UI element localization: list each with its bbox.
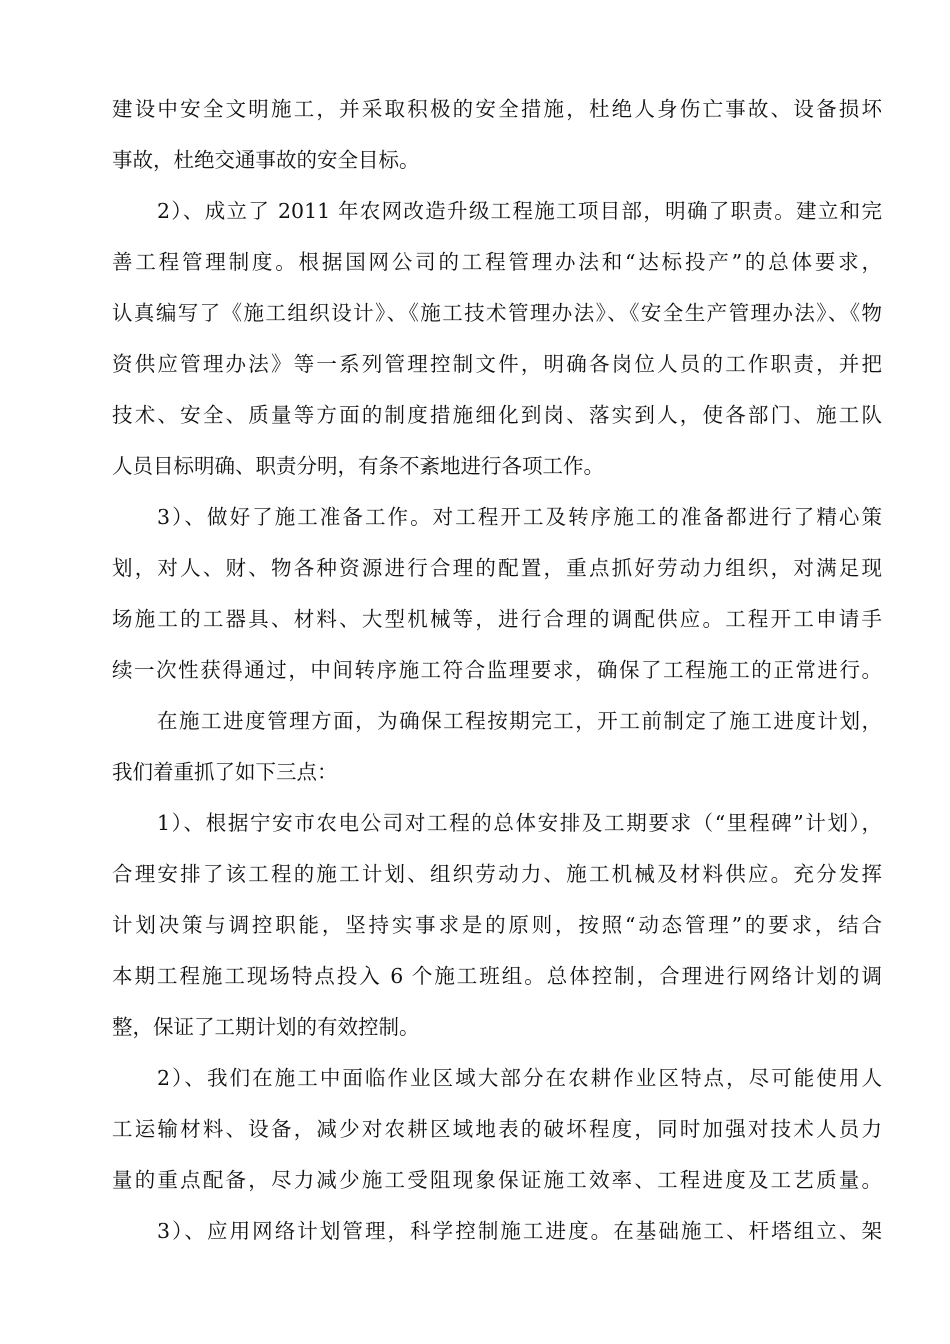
body-line: 划，对人、财、物各种资源进行合理的配置，重点抓好劳动力组织，对满足现 bbox=[112, 556, 882, 580]
body-line: 事故，杜绝交通事故的安全目标。 bbox=[112, 148, 420, 172]
body-line: 资供应管理办法》等一系列管理控制文件，明确各岗位人员的工作职责，并把 bbox=[112, 352, 882, 376]
document-body bbox=[112, 84, 882, 1257]
paragraph-start-line: 2）、成立了 2011 年农网改造升级工程施工项目部，明确了职责。建立和完 bbox=[157, 199, 882, 223]
body-line: 续一次性获得通过，中间转序施工符合监理要求，确保了工程施工的正常进行。 bbox=[112, 658, 882, 682]
paragraph-start-line: 3）、应用网络计划管理，科学控制施工进度。在基础施工、杆塔组立、架 bbox=[157, 1219, 882, 1243]
paragraph-start-line: 在施工进度管理方面，为确保工程按期完工，开工前制定了施工进度计划， bbox=[157, 709, 882, 733]
body-line: 本期工程施工现场特点投入 6 个施工班组。总体控制，合理进行网络计划的调 bbox=[112, 964, 882, 988]
body-line: 人员目标明确、职责分明，有条不紊地进行各项工作。 bbox=[112, 454, 604, 478]
body-line: 计划决策与调控职能，坚持实事求是的原则，按照“动态管理”的要求，结合 bbox=[112, 913, 882, 937]
body-line: 量的重点配备，尽力减少施工受阻现象保证施工效率、工程进度及工艺质量。 bbox=[112, 1168, 882, 1192]
paragraph-start-line: 3）、做好了施工准备工作。对工程开工及转序施工的准备都进行了精心策 bbox=[157, 505, 882, 529]
body-line: 善工程管理制度。根据国网公司的工程管理办法和“达标投产”的总体要求， bbox=[112, 250, 882, 274]
body-line: 认真编写了《施工组织设计》、《施工技术管理办法》、《安全生产管理办法》、《物 bbox=[112, 301, 882, 325]
body-line: 合理安排了该工程的施工计划、组织劳动力、施工机械及材料供应。充分发挥 bbox=[112, 862, 882, 886]
body-line: 技术、安全、质量等方面的制度措施细化到岗、落实到人，使各部门、施工队 bbox=[112, 403, 882, 427]
body-line: 建设中安全文明施工，并采取积极的安全措施，杜绝人身伤亡事故、设备损坏 bbox=[112, 97, 882, 121]
body-line: 场施工的工器具、材料、大型机械等，进行合理的调配供应。工程开工申请手 bbox=[112, 607, 882, 631]
body-line: 我们着重抓了如下三点： bbox=[112, 760, 338, 784]
paragraph-start-line: 2）、我们在施工中面临作业区域大部分在农耕作业区特点，尽可能使用人 bbox=[157, 1066, 882, 1090]
paragraph-start-line: 1）、根据宁安市农电公司对工程的总体安排及工期要求（“里程碑”计划）， bbox=[157, 811, 882, 835]
body-line: 工运输材料、设备，减少对农耕区域地表的破坏程度，同时加强对技术人员力 bbox=[112, 1117, 882, 1141]
body-line: 整，保证了工期计划的有效控制。 bbox=[112, 1015, 420, 1039]
